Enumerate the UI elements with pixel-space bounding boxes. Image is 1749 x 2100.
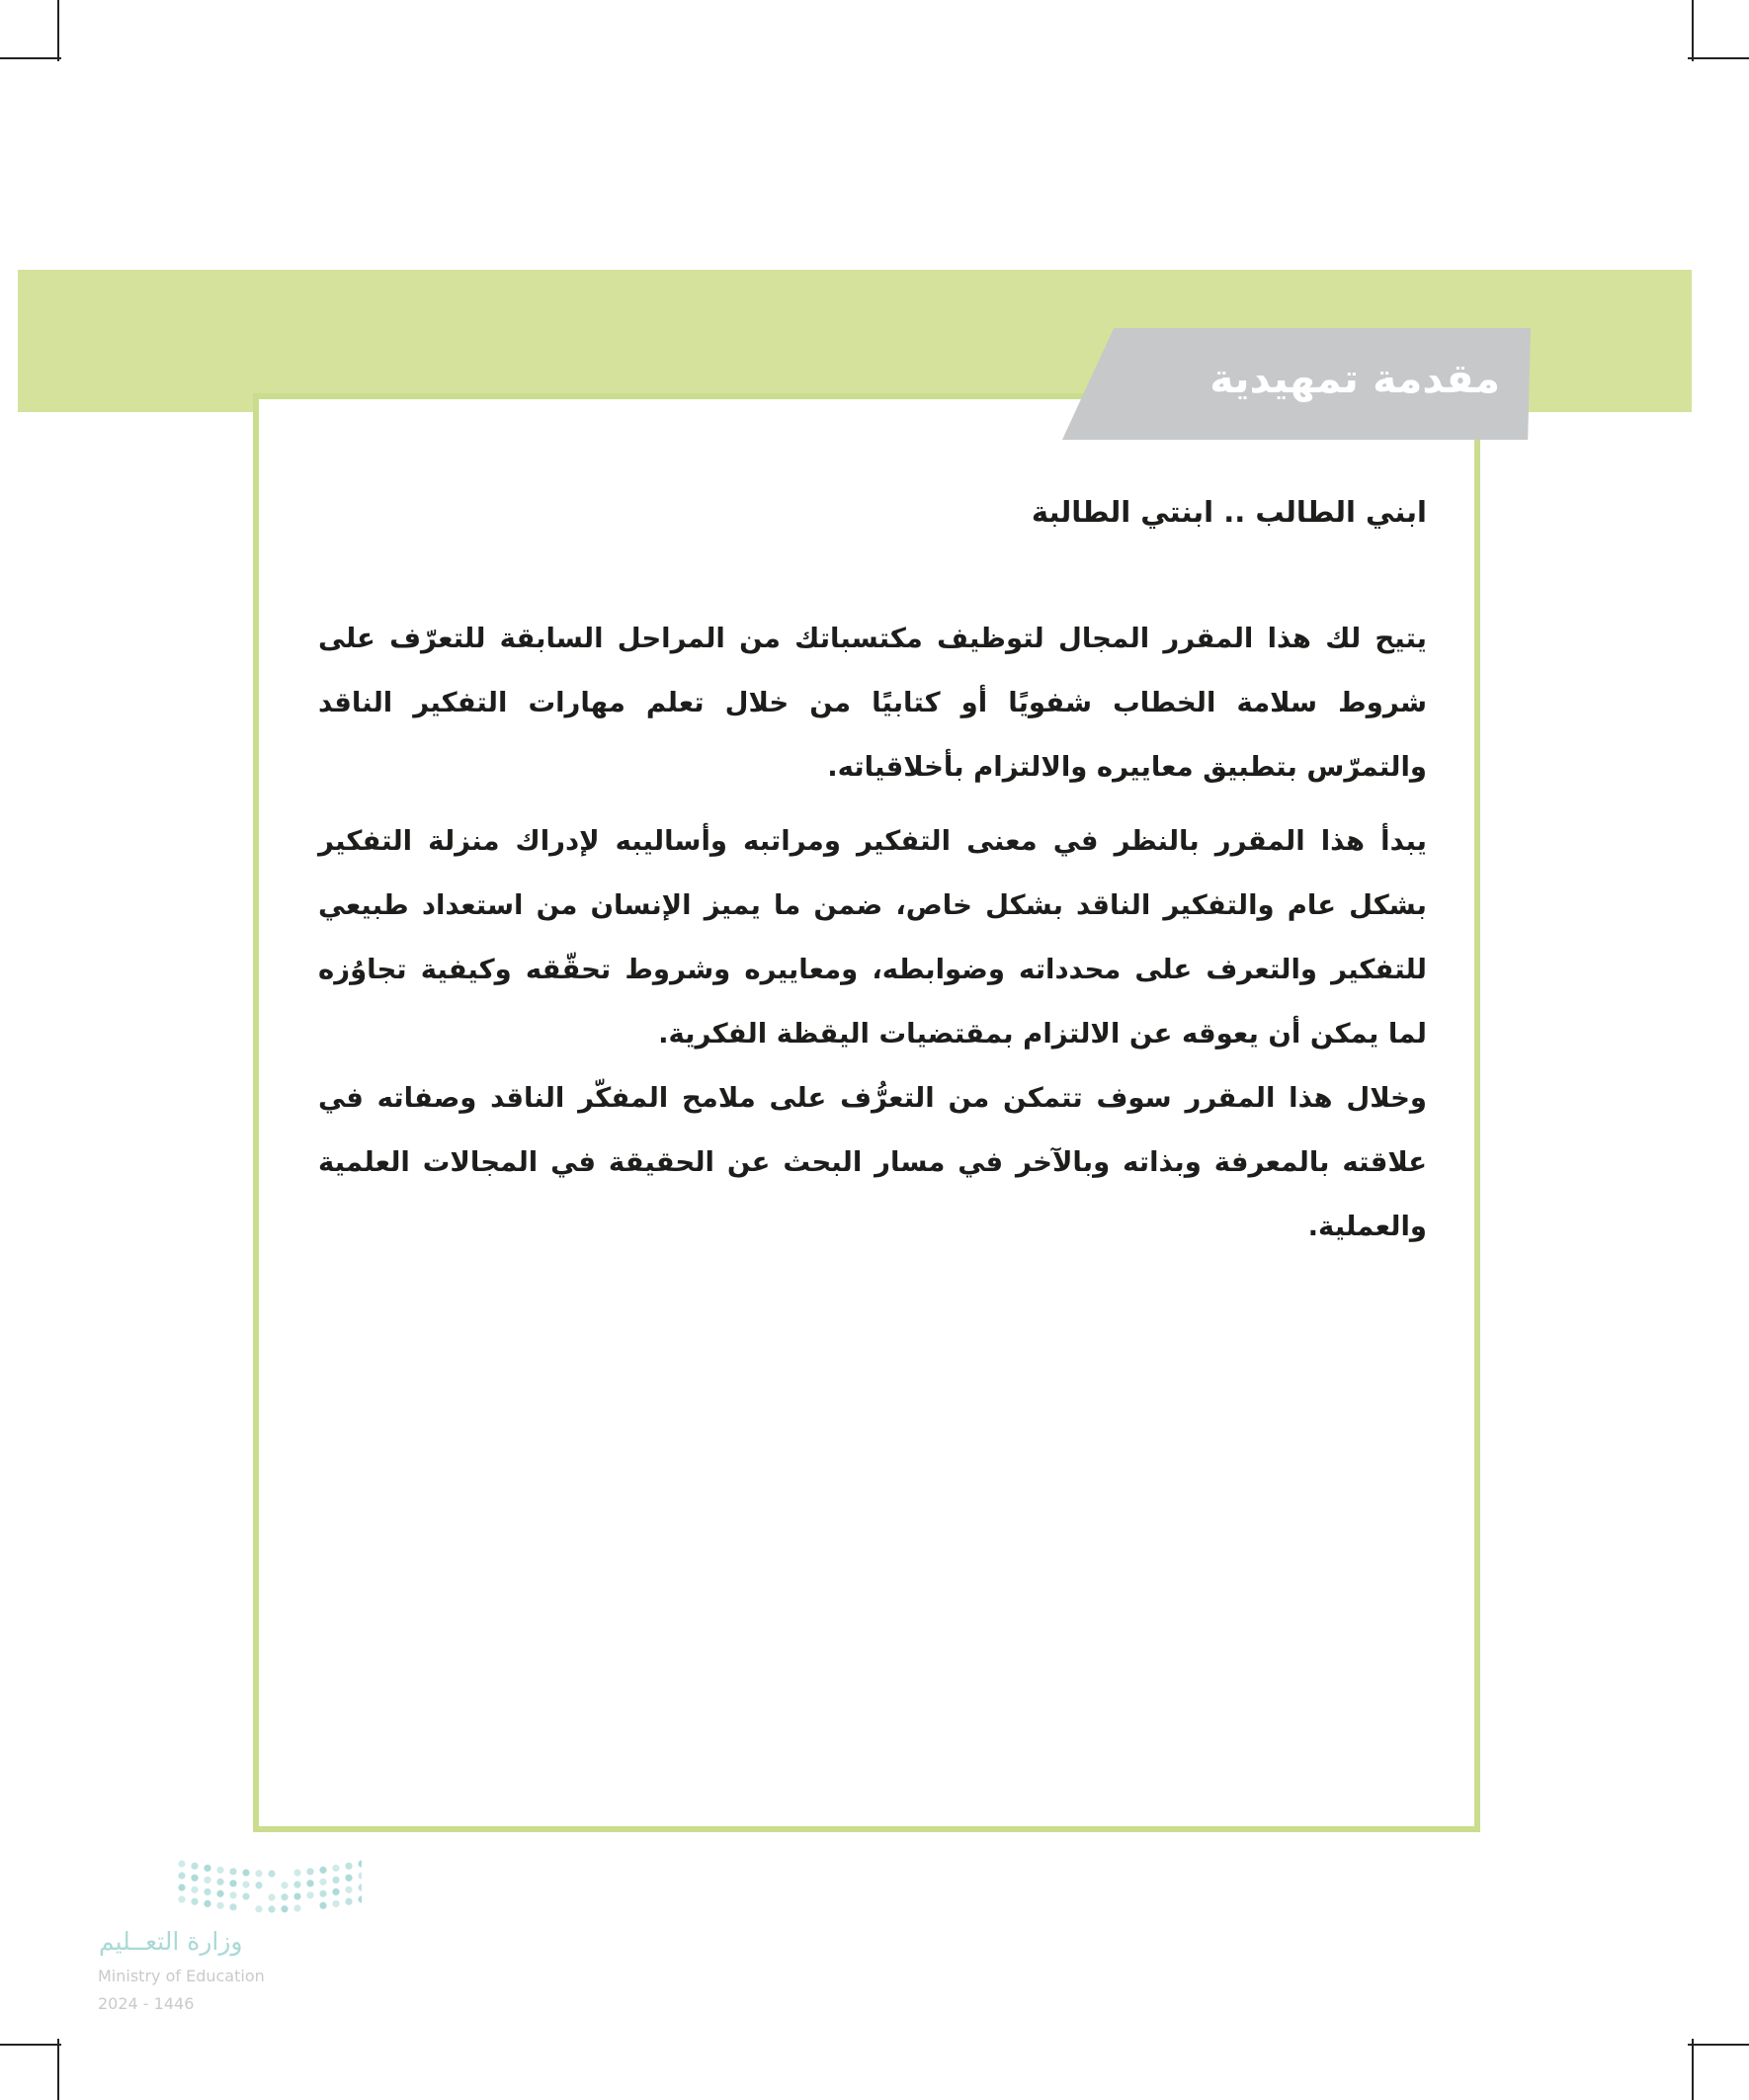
page-title: مقدمة تمهيدية: [1209, 355, 1500, 402]
paragraph-2: يبدأ هذا المقرر بالنظر في معنى التفكير ومراتبه وأساليبه لإدراك منزلة التفكير بشكل عام والتفكير الناقد بشكل خاص، ضمن ما يميز الإنسان من استعداد طبيعي للتفكير والتعرف على محدداته وضوابطه، ومعاييره وشروط تحقّقه وكيفية تجاوُزه لما يمكن أن يعوقه عن الالتزام بمقتضيات اليقظة الفكرية.: [318, 825, 1427, 1050]
crop-mark: [1688, 2044, 1749, 2046]
intro-content: [318, 484, 1427, 1259]
crop-mark: [1692, 0, 1694, 61]
edition-year: 2024 - 1446: [98, 1994, 195, 2013]
paragraph-1: يتيح لك هذا المقرر المجال لتوظيف مكتسباتك من المراحل السابقة للتعرّف على شروط سلامة الخطاب شفويًا أو كتابيًا من خلال تعلم مهارات التفكير الناقد والتمرّس بتطبيق معاييره والالتزام بأخلاقياته.: [318, 623, 1427, 783]
ministry-name-arabic: وزارة التعــليم: [99, 1927, 243, 1956]
crop-mark: [57, 0, 59, 61]
crop-mark: [0, 57, 61, 59]
crop-mark: [57, 2039, 59, 2100]
paragraph-3: وخلال هذا المقرر سوف تتمكن من التعرُّف على ملامح المفكّر الناقد وصفاته في علاقته بالمعرفة وبذاته وبالآخر في مسار البحث عن الحقيقة في المجالات العلمية والعملية.: [318, 1082, 1427, 1242]
greeting: ابني الطالب .. ابنتي الطالبة: [1031, 495, 1427, 529]
crop-mark: [1688, 57, 1749, 59]
crop-mark: [0, 2044, 61, 2046]
ministry-name-english: Ministry of Education: [98, 1967, 265, 1985]
crop-mark: [1692, 2039, 1694, 2100]
